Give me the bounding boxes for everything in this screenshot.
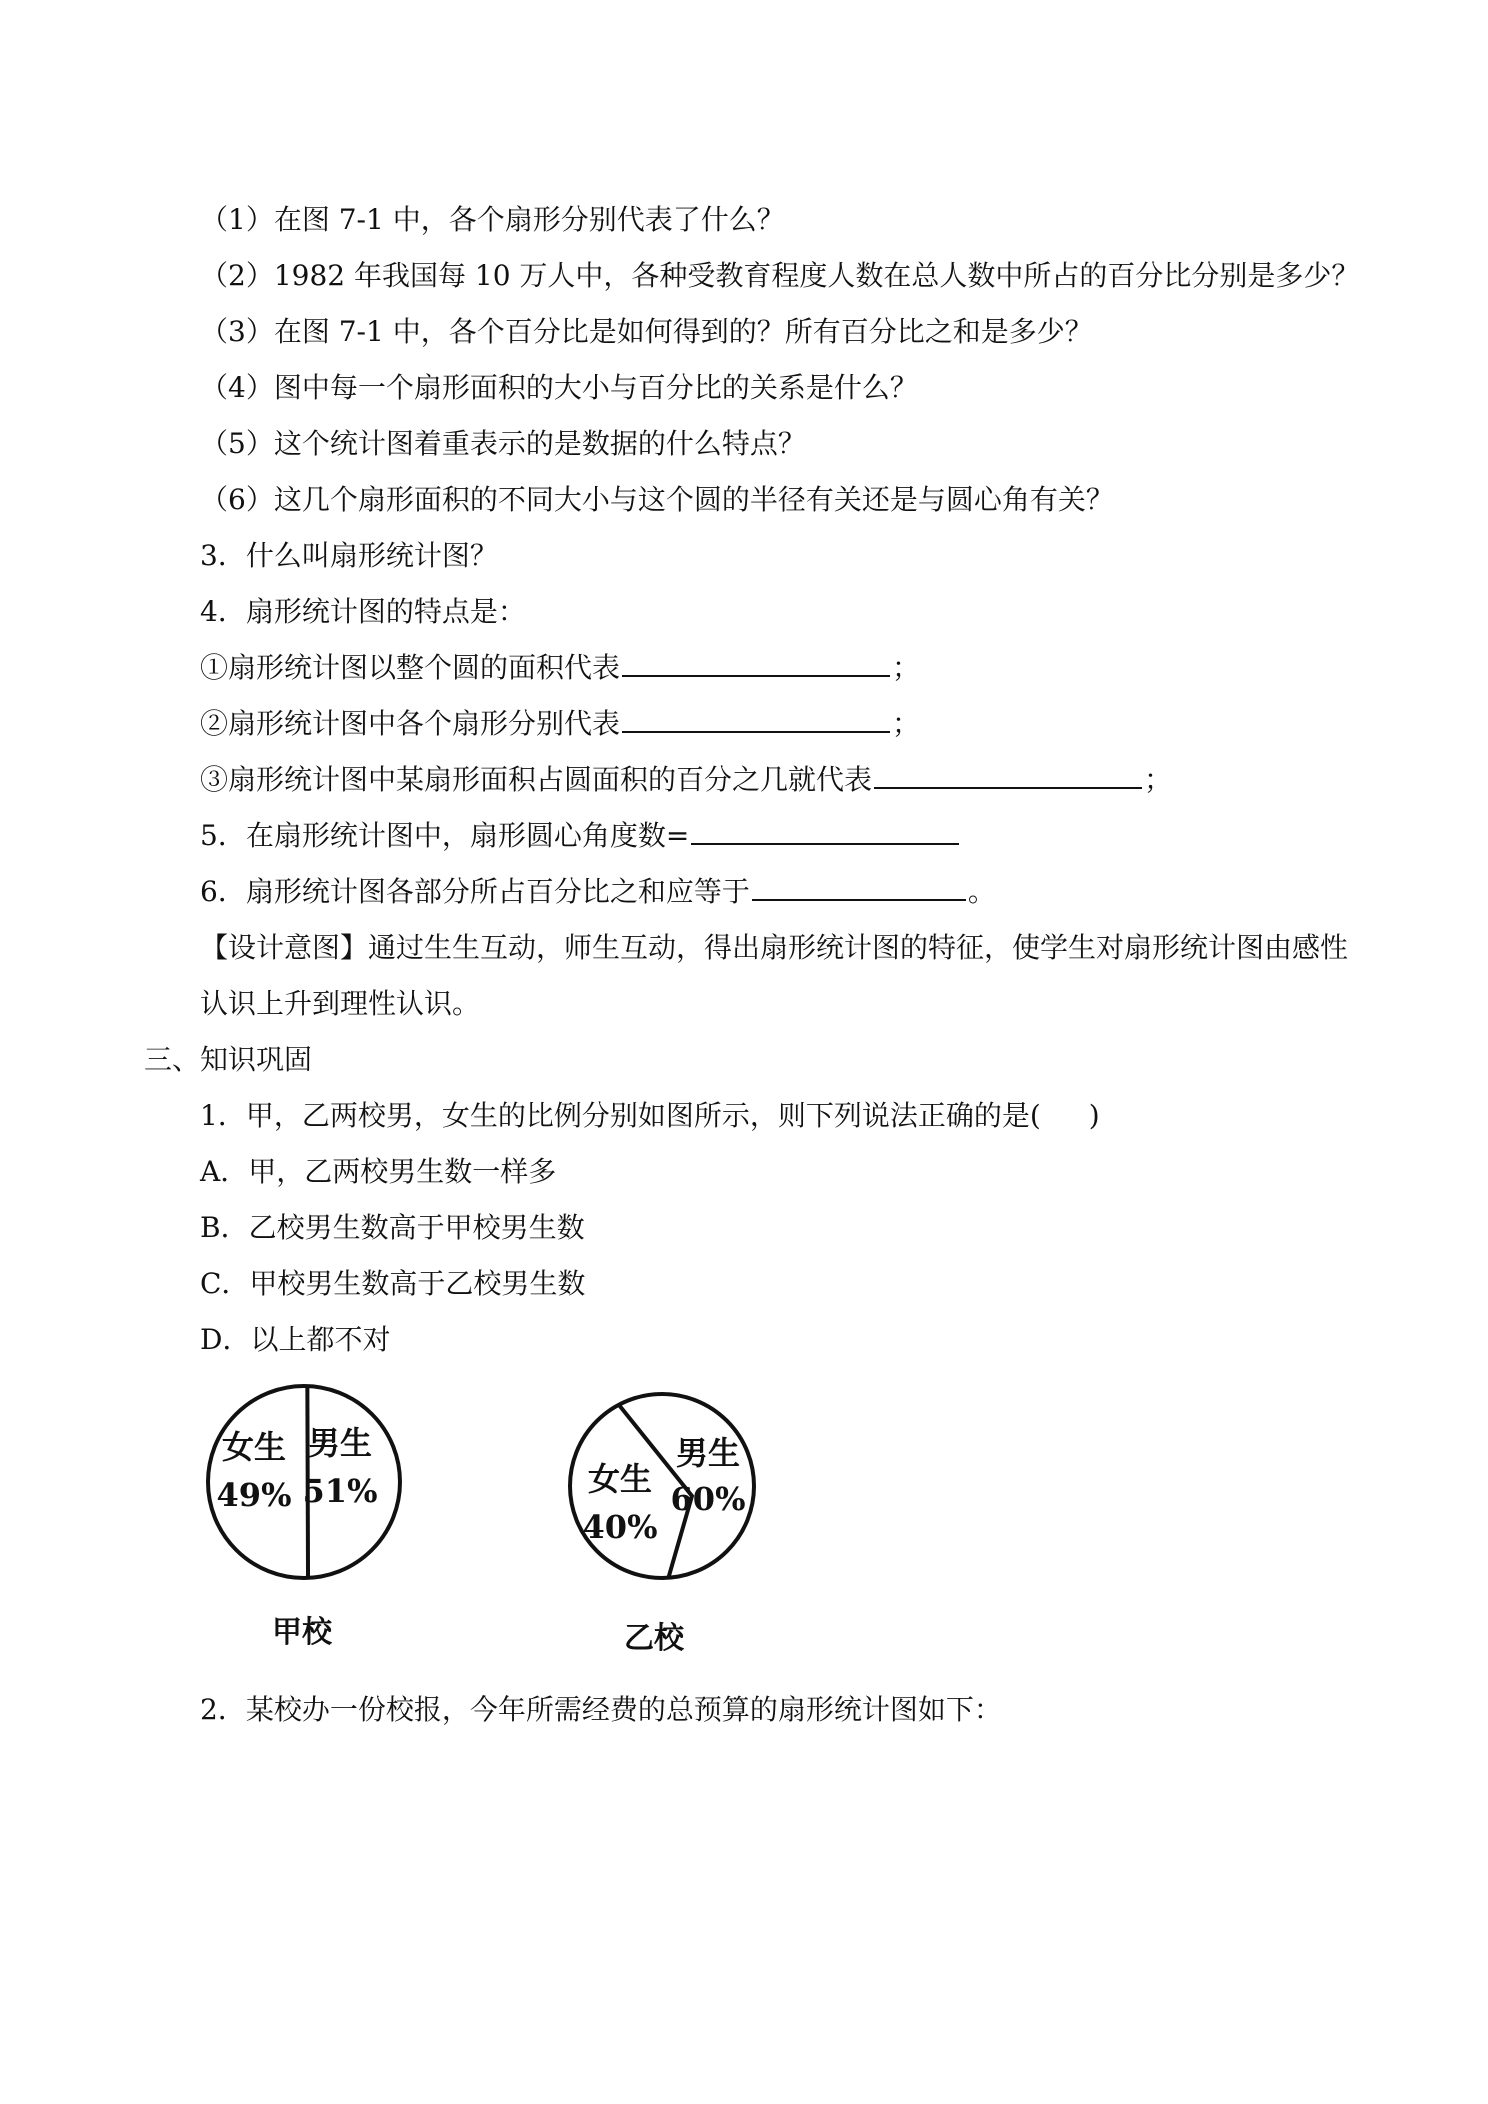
question-2-5: （5）这个统计图着重表示的是数据的什么特点？	[200, 427, 806, 460]
question-5-text: 5．在扇形统计图中，扇形圆心角度数=	[200, 819, 690, 852]
question-2-2: （2）1982 年我国每 10 万人中，各种受教育程度人数在总人数中所占的百分比分别是多少？	[200, 259, 1360, 292]
feature-item-1	[144, 640, 1364, 696]
feature-item-3-end: ；	[1144, 763, 1173, 796]
pie-slice-label-female: 女生	[587, 1460, 653, 1498]
answer-blank[interactable]	[874, 757, 1142, 789]
question-3: 3．什么叫扇形统计图？	[200, 539, 498, 572]
question-6-text: 6．扇形统计图各部分所占百分比之和应等于	[200, 875, 750, 908]
pie-chart-yi-svg	[558, 1374, 778, 1604]
answer-blank[interactable]	[752, 869, 966, 901]
question-5	[144, 808, 1364, 864]
feature-item-2	[144, 696, 1364, 752]
question-4-title: 4．扇形统计图的特点是：	[200, 595, 526, 628]
question-6	[144, 864, 1364, 920]
pie-chart-yi	[558, 1374, 778, 1656]
pie-slice-value-male: 51%	[302, 1472, 378, 1510]
exercise-1-stem-close: )	[1088, 1099, 1100, 1132]
option-a[interactable]: A．甲，乙两校男生数一样多	[200, 1155, 557, 1188]
pie-slice-value-female: 49%	[216, 1476, 292, 1514]
feature-item-3-text: ③扇形统计图中某扇形面积占圆面积的百分之几就代表	[200, 763, 873, 796]
option-b[interactable]: B．乙校男生数高于甲校男生数	[200, 1211, 585, 1244]
document-page	[144, 192, 1364, 1738]
question-2-3: （3）在图 7-1 中，各个百分比是如何得到的？所有百分比之和是多少？	[200, 315, 1093, 348]
option-d[interactable]: D．以上都不对	[200, 1323, 391, 1356]
question-2-4: （4）图中每一个扇形面积的大小与百分比的关系是什么？	[200, 371, 918, 404]
pie-caption-yi: 乙校	[624, 1621, 684, 1656]
section-heading: 三、知识巩固	[144, 1043, 313, 1076]
option-c[interactable]: C．甲校男生数高于乙校男生数	[200, 1267, 586, 1300]
exercise-1-stem-text: 1．甲，乙两校男，女生的比例分别如图所示，则下列说法正确的是(	[200, 1099, 1041, 1132]
feature-item-2-text: ②扇形统计图中各个扇形分别代表	[200, 707, 621, 740]
design-intent: 【设计意图】通过生生互动，师生互动，得出扇形统计图的特征，使学生对扇形统计图由感性认识上升到理性认识。	[200, 931, 1349, 1020]
answer-blank[interactable]	[622, 701, 890, 733]
question-2-1: （1）在图 7-1 中，各个扇形分别代表了什么？	[200, 203, 785, 236]
pie-figures	[144, 1374, 1364, 1674]
exercise-1-stem	[144, 1088, 1364, 1144]
pie-slice-label-female: 女生	[221, 1428, 287, 1466]
pie-slice-label-male: 男生	[307, 1424, 373, 1462]
pie-chart-jia-svg	[202, 1374, 422, 1604]
pie-slice-value-female: 40%	[582, 1508, 658, 1546]
answer-blank[interactable]	[622, 645, 890, 677]
question-6-end: 。	[967, 875, 996, 908]
pie-slice-value-male: 60%	[670, 1480, 746, 1518]
pie-slice-label-male: 男生	[675, 1434, 741, 1472]
exercise-2: 2．某校办一份校报，今年所需经费的总预算的扇形统计图如下：	[200, 1693, 1002, 1726]
answer-blank[interactable]	[691, 813, 959, 845]
question-2-6: （6）这几个扇形面积的不同大小与这个圆的半径有关还是与圆心角有关？	[200, 483, 1114, 516]
pie-caption-jia: 甲校	[272, 1615, 332, 1650]
feature-item-1-text: ①扇形统计图以整个圆的面积代表	[200, 651, 621, 684]
feature-item-2-end: ；	[892, 707, 921, 740]
feature-item-3	[144, 752, 1364, 808]
pie-chart-jia	[202, 1374, 422, 1650]
feature-item-1-end: ；	[892, 651, 921, 684]
